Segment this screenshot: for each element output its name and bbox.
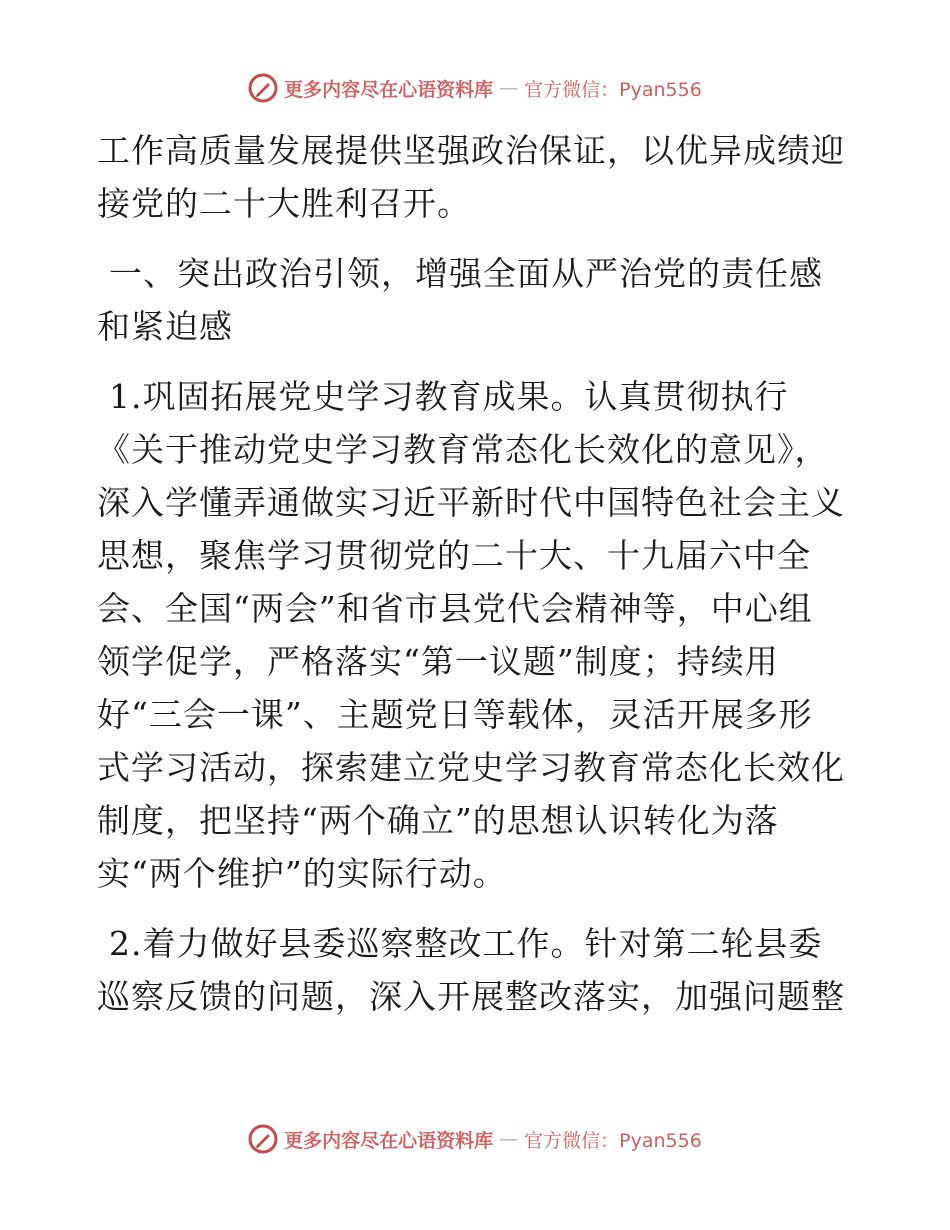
paragraph-item-2 [97,917,857,1023]
paragraph-intro-continuation [97,124,857,230]
heading-line: 一、突出政治引领，增强全面从严治党的责任感 [109,254,823,293]
watermark-dash: — [499,1128,519,1150]
text-line: 式学习活动，探索建立党史学习教育常态化长效化 [97,748,845,787]
text-line: 2.着力做好县委巡察整改工作。针对第二轮县委 [109,924,823,963]
document-body [97,124,857,1040]
watermark-account: 官方微信：Pyan556 [524,1129,702,1152]
text-line: 工作高质量发展提供坚强政治保证，以优异成绩迎 [97,131,845,170]
watermark-dash: — [499,77,519,99]
pen-logo-icon [248,1124,278,1154]
text-line: 巡察反馈的问题，深入开展整改落实，加强问题整 [97,977,845,1016]
text-line: 接党的二十大胜利召开。 [97,184,471,223]
text-line: 好“三会一课”、主题党日等载体，灵活开展多形 [97,695,813,734]
watermark-text: 更多内容尽在心语资料库 [284,78,494,101]
text-line: 《关于推动党史学习教育常态化长效化的意见》， [97,430,829,469]
pen-logo-icon [248,73,278,103]
watermark-account: 官方微信：Pyan556 [524,78,702,101]
footer-watermark [0,1124,950,1154]
paragraph-item-1 [97,370,857,900]
section-heading [97,247,857,353]
text-line: 深入学懂弄通做实习近平新时代中国特色社会主义 [97,483,845,522]
header-watermark [0,73,950,103]
text-line: 1.巩固拓展党史学习教育成果。认真贯彻执行 [109,377,789,416]
text-line: 制度，把坚持“两个确立”的思想认识转化为落 [97,801,779,840]
watermark-text: 更多内容尽在心语资料库 [284,1129,494,1152]
heading-line: 和紧迫感 [97,307,233,346]
text-line: 会、全国“两会”和省市县党代会精神等，中心组 [97,589,813,628]
text-line: 思想，聚焦学习贯彻党的二十大、十九届六中全 [97,536,811,575]
text-line: 领学促学，严格落实“第一议题”制度；持续用 [97,642,779,681]
text-line: 实“两个维护”的实际行动。 [97,854,507,893]
